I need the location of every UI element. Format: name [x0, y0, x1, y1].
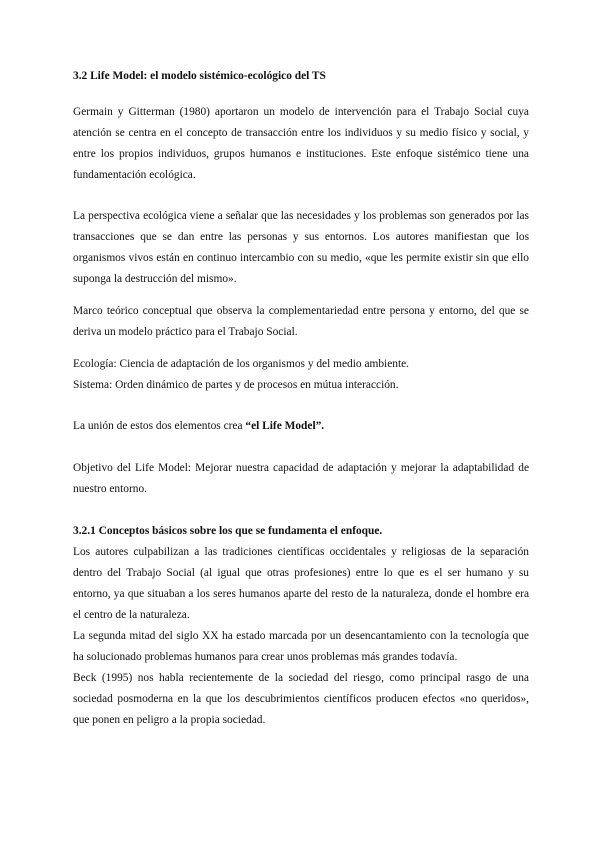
paragraph-text: Marco teórico conceptual que observa la complementariedad entre persona y entorno, del que se deriva un modelo práctico para el Trabajo Social. [73, 305, 529, 338]
paragraph-germain [73, 102, 529, 186]
definitions [73, 354, 529, 396]
paragraph-marco [73, 301, 529, 343]
paragraph-text: Germain y Gitterman (1980) aportaron un modelo de intervención para el Trabajo Social cuya atención se centra en el concepto de transacción entre los individuos y su medio físico y social, y entre los propios individuos, grupos humanos e instituciones. Este enfoque sistémico tiene una fundamentación ecológica. [73, 106, 529, 181]
definition-sistema: Sistema: Orden dinámico de partes y de procesos en mútua interacción. [73, 379, 399, 391]
subsection-block [73, 521, 529, 731]
paragraph-autores: Los autores culpabilizan a las tradiciones científicas occidentales y religiosas de la separación dentro del Trabajo Social (al igual que otras profesiones) entre lo que es el ser humano y su entorno, ya que situaban a los seres humanos aparte del resto de la naturaleza, donde el hombre era el centro de la naturaleza. [73, 546, 529, 621]
paragraph-objetivo [73, 458, 529, 500]
subsection-title: 3.2.1 Conceptos básicos sobre los que se fundamenta el enfoque. [73, 525, 383, 537]
life-model-emphasis: “el Life Model”. [245, 420, 325, 432]
paragraph-text: Objetivo del Life Model: Mejorar nuestra capacidad de adaptación y mejorar la adaptabilidad de nuestro entorno. [73, 462, 529, 495]
union-line [73, 416, 529, 437]
definition-ecologia: Ecología: Ciencia de adaptación de los organismos y del medio ambiente. [73, 358, 410, 370]
paragraph-text: La perspectiva ecológica viene a señalar que las necesidades y los problemas son generados por las transacciones que se dan entre las personas y sus entornos. Los autores manifiestan que los organismos vivos están en continuo intercambio con su medio, «que les permite existir sin que ello suponga la destrucción del mismo». [73, 210, 529, 285]
paragraph-segunda-mitad: La segunda mitad del siglo XX ha estado marcada por un desencantamiento con la tecnología que ha solucionado problemas humanos para crear unos problemas más grandes todavía. [73, 630, 529, 663]
paragraph-beck: Beck (1995) nos habla recientemente de la sociedad del riesgo, como principal rasgo de una sociedad posmoderna en la que los descubrimientos científicos producen efectos «no queridos», que ponen en peligro a la propia sociedad. [73, 672, 529, 726]
section-title: 3.2 Life Model: el modelo sistémico-ecológico del TS [73, 70, 326, 82]
union-prefix: La unión de estos dos elementos crea [73, 420, 246, 432]
paragraph-perspectiva [73, 206, 529, 290]
paragraph-union [73, 416, 529, 437]
